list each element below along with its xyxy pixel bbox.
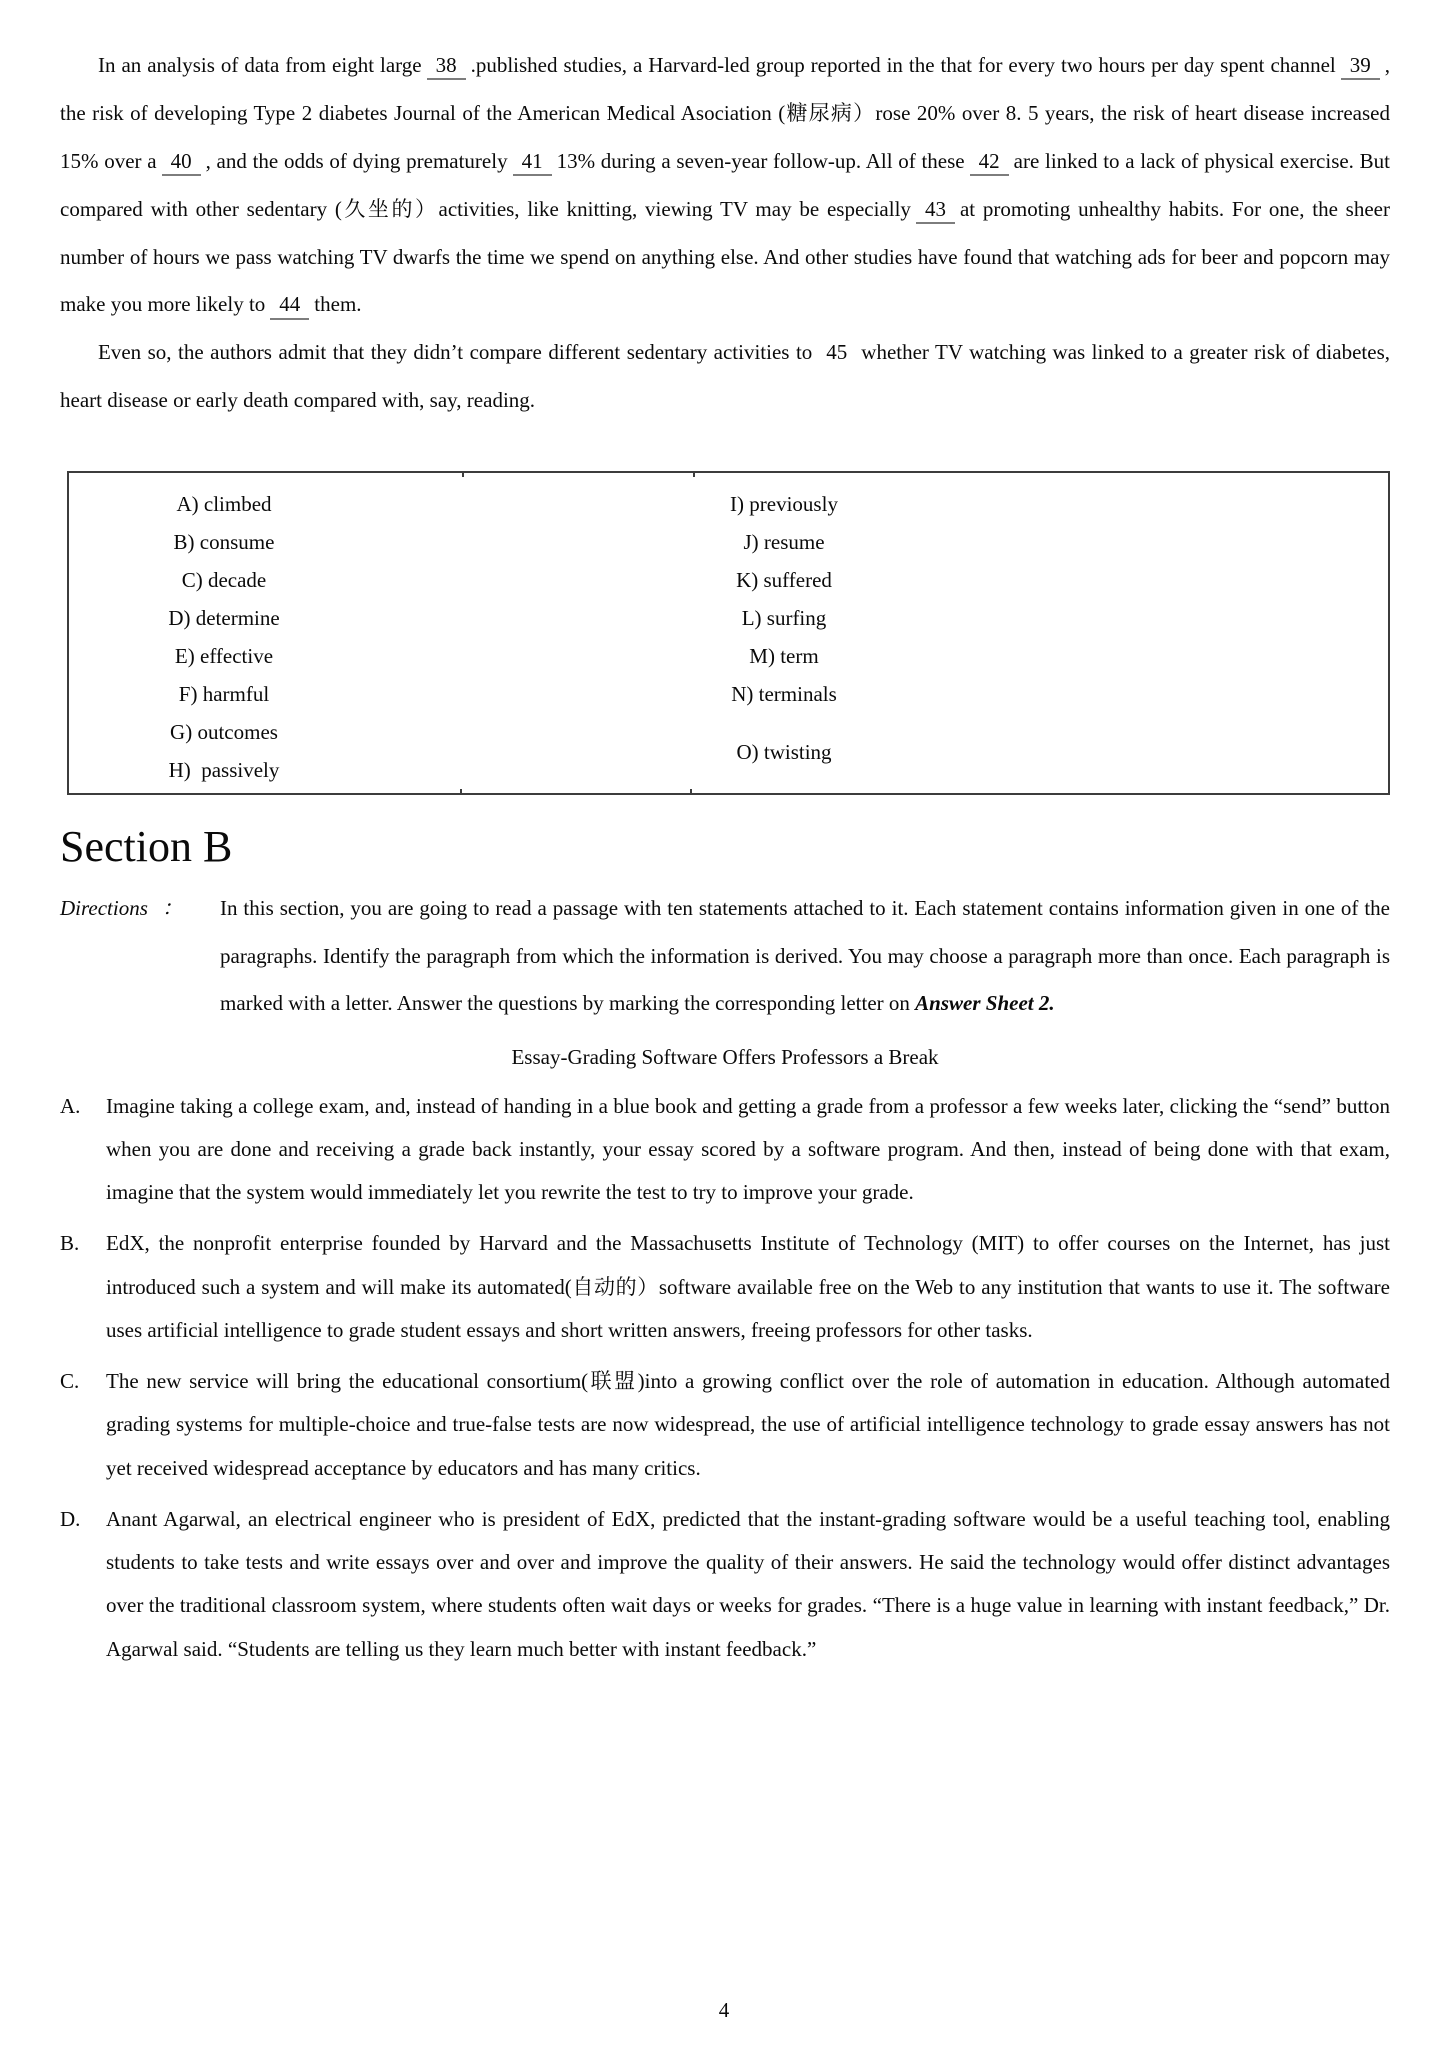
word-option-g: G) outcomes xyxy=(170,719,278,744)
paragraph-text: EdX, the nonprofit enterprise founded by Harvard and the Massachusetts Institute of Technology (MIT) to offer courses on the Internet, has just introduced such a system and will make its automated(自动的）software available free on the Web to any institution that wants to use it. The software uses artificial intelligence to grade student essays and short written answers, freeing professors for other tasks. xyxy=(106,1231,1390,1342)
paragraph-label: C. xyxy=(60,1369,80,1394)
word-option-d: D) determine xyxy=(168,605,280,630)
cloze-text: Even so, the authors admit that they didn’t compare different sedentary activities to xyxy=(98,340,813,365)
blank-38: 38 xyxy=(427,53,466,80)
word-option-h: H) passively xyxy=(168,757,280,782)
blank-45: 45 xyxy=(826,340,848,365)
passage-paragraph-d xyxy=(60,1498,1390,1671)
blank-44: 44 xyxy=(270,292,309,319)
passage-paragraph-a xyxy=(60,1085,1390,1215)
word-option-k: K) suffered xyxy=(736,567,832,592)
cloze-text: , and the odds of dying prematurely xyxy=(205,148,508,173)
cloze-text: , the risk of developing Type 2 diabetes Journal of the American Medical Asociation (糖尿病）rose 20% over 8. 5 years, the risk of heart disease increased 15% over a xyxy=(60,53,1390,173)
paragraph-label: D. xyxy=(60,1506,81,1531)
paragraph-text: The new service will bring the educational consortium(联盟)into a growing conflict over the role of automation in education. Although automated grading systems for multiple-choice and true-false tests are now widespread, the use of artificial intelligence technology to grade essay answers has not yet received widespread acceptance by educators and has many critics. xyxy=(106,1369,1390,1480)
word-option-b: B) consume xyxy=(173,529,275,554)
directions-label xyxy=(60,885,220,1027)
cloze-text: them. xyxy=(314,292,362,317)
word-bank-left-column xyxy=(79,485,369,789)
word-option-j: J) resume xyxy=(743,529,825,554)
word-option-m: M) term xyxy=(749,643,819,668)
passage-title: Essay-Grading Software Offers Professors a Break xyxy=(511,1045,939,1070)
cloze-paragraph-2 xyxy=(60,329,1390,425)
directions-body-text: In this section, you are going to read a passage with ten statements attached to it. Each statement contains information given in one of the paragraphs. Identify the paragraph from which the information is derived. You may choose a paragraph more than once. Each paragraph is marked with a letter. Answer the questions by marking the corresponding letter on xyxy=(220,896,1390,1015)
table-divider-tick xyxy=(690,789,692,794)
cloze-text: at promoting unhealthy habits. For one, the sheer number of hours we pass watching TV dwarfs the time we spend on anything else. And other studies have found that watching ads for beer and popcorn may make you more likely to xyxy=(60,196,1390,317)
page-number: 4 xyxy=(718,1998,730,2022)
word-option-c: C) decade xyxy=(181,567,267,592)
table-divider-tick xyxy=(462,472,464,477)
section-b-heading: Section B xyxy=(60,822,233,871)
word-bank-box xyxy=(67,471,1390,795)
word-option-i: I) previously xyxy=(730,491,838,516)
passage-paragraph-c xyxy=(60,1360,1390,1490)
word-option-n: N) terminals xyxy=(731,681,837,706)
directions-colon: ： xyxy=(161,896,183,921)
table-divider-tick xyxy=(693,472,695,477)
cloze-text: 13% during a seven-year follow-up. All of these xyxy=(556,148,965,173)
paragraph-label: A. xyxy=(60,1093,81,1118)
paragraph-label: B. xyxy=(60,1231,80,1256)
word-option-o: O) twisting xyxy=(736,739,832,764)
directions-block xyxy=(60,885,1390,1027)
blank-40: 40 xyxy=(162,149,201,176)
directions-word: Directions xyxy=(60,896,148,921)
table-divider-tick xyxy=(460,789,462,794)
blank-43: 43 xyxy=(916,197,955,224)
directions-text xyxy=(220,885,1390,1027)
word-bank-right-column xyxy=(639,485,929,713)
word-option-f: F) harmful xyxy=(178,681,270,706)
cloze-text: are linked to a lack of physical exercise. But compared with other sedentary (久坐的）activities, like knitting, viewing TV may be especially xyxy=(60,148,1390,221)
cloze-text: .published studies, a Harvard-led group reported in the that for every two hours per day spent channel xyxy=(470,53,1336,77)
cloze-text: whether TV watching was linked to a greater risk of diabetes, heart disease or early death compared with, say, reading. xyxy=(60,340,1390,413)
word-option-l: L) surfing xyxy=(741,605,827,630)
word-option-e: E) effective xyxy=(174,643,274,668)
answer-sheet-reference: Answer Sheet 2. xyxy=(915,990,1055,1015)
paragraph-text: Anant Agarwal, an electrical engineer who is president of EdX, predicted that the instant-grading software would be a useful teaching tool, enabling students to take tests and write essays over and over and improve the quality of their answers. He said the technology would offer distinct advantages over the traditional classroom system, where students often wait days or weeks for grades. “There is a huge value in learning with instant feedback,” Dr. Agarwal said. “Students are telling us they learn much better with instant feedback.” xyxy=(106,1506,1390,1661)
word-option-a: A) climbed xyxy=(176,491,272,516)
cloze-paragraph-1 xyxy=(60,42,1390,329)
blank-42: 42 xyxy=(970,149,1009,176)
cloze-text: In an analysis of data from eight large xyxy=(98,53,422,77)
blank-39: 39 xyxy=(1341,53,1380,80)
paragraph-text: Imagine taking a college exam, and, instead of handing in a blue book and getting a grade from a professor a few weeks later, clicking the “send” button when you are done and receiving a grade back instantly, your essay scored by a software program. And then, instead of being done with that exam, imagine that the system would immediately let you rewrite the test to try to improve your grade. xyxy=(106,1093,1390,1205)
blank-41: 41 xyxy=(513,149,552,176)
passage-paragraph-b xyxy=(60,1222,1390,1352)
